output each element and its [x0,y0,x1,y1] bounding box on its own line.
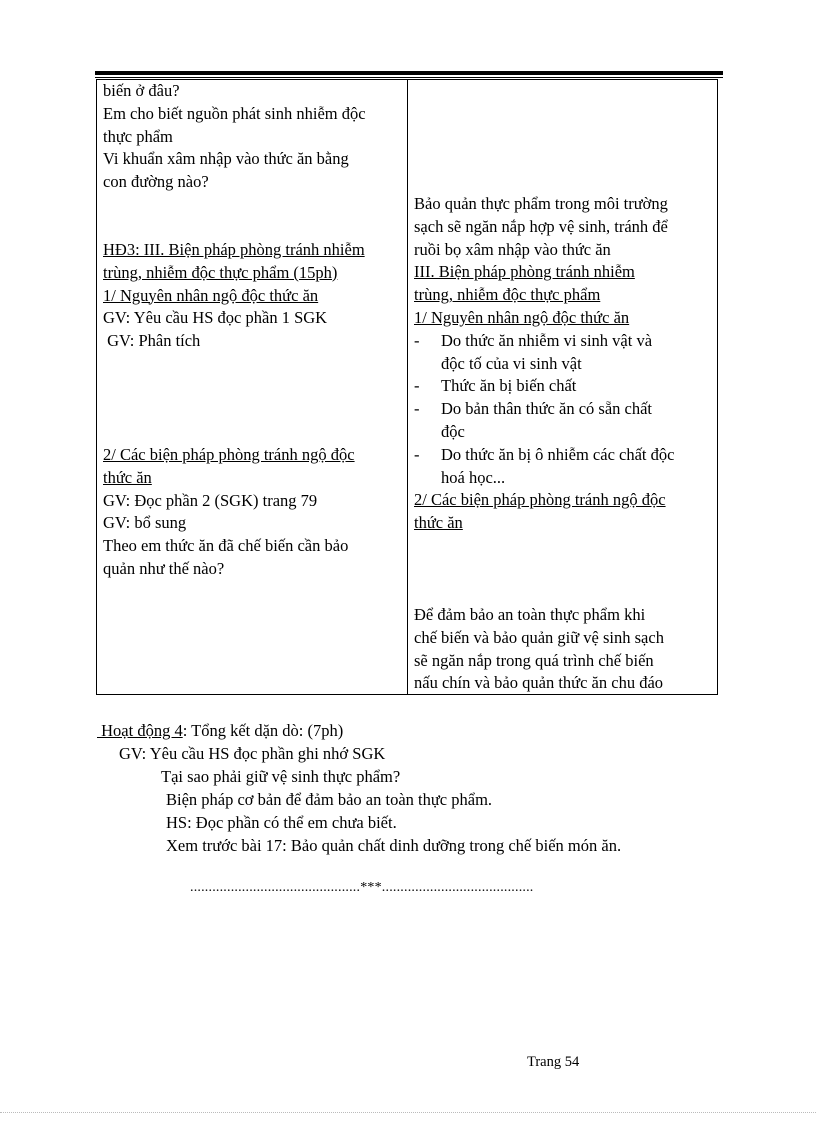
teacher-note: GV: Yêu cầu HS đọc phần 1 SGK [103,308,328,328]
section-title: 1/ Nguyên nhân ngộ độc thức ăn [414,307,630,327]
answer-line: sạch sẽ ngăn nắp hợp vệ sinh, tránh để [414,216,668,236]
activity4-label: Hoạt động 4 [97,721,183,740]
page-number: Trang 54 [527,1054,580,1070]
question-line: Theo em thức ăn đã chế biến cần bảo [103,536,349,556]
answer-line: Bảo quản thực phẩm trong môi trường [414,194,668,213]
bullet-dash: - [414,376,420,396]
section-heading: trùng, nhiễm độc thực phẩm [414,285,601,305]
section-title: 1/ Nguyên nhân ngộ độc thức ăn [103,285,319,305]
question-line: Em cho biết nguồn phát sinh nhiễm độc [103,103,366,123]
activity4-title: : Tổng kết dặn dò: (7ph) [182,721,344,740]
cause-text: Do bản thân thức ăn có sẵn chất [441,399,652,419]
bullet-dash: - [414,330,420,350]
activity4-hs: HS: Đọc phần có thể em chưa biết. [166,813,397,832]
lesson-table [96,79,718,695]
conclusion-line: Để đảm bảo an toàn thực phẩm khi [414,605,646,624]
cause-item [414,444,713,490]
separator: ..............................................***......................................... [190,880,534,895]
section-heading: III. Biện pháp phòng tránh nhiễm [414,262,635,282]
conclusion-line: sẽ ngăn nắp trong quá trình chế biến [414,650,654,670]
section-title: thức ăn [103,467,152,487]
section-title: thức ăn [414,513,463,533]
top-rule-thin [95,77,723,78]
question-line: Vi khuẩn xâm nhập vào thức ăn bằng [103,149,349,169]
activity4-heading [97,719,343,742]
activity-heading: trùng, nhiễm độc thực phẩm (15ph) [103,262,338,282]
conclusion-line: chế biến và bảo quản giữ vệ sinh sạch [414,627,664,647]
question-line: thực phẩm [103,126,173,146]
cause-text: độc [441,421,465,441]
activity4-gv: GV: Yêu cầu HS đọc phần ghi nhớ SGK [119,744,386,763]
top-rule [95,71,723,75]
bullet-dash: - [414,399,420,419]
bullet-dash: - [414,444,420,464]
cause-item [414,330,713,376]
question-line: quản như thế nào? [103,558,225,578]
cause-text: Thức ăn bị biến chất [441,376,577,396]
cause-text: hoá học... [441,467,506,487]
cause-text: Do thức ăn nhiễm vi sinh vật và [441,330,653,350]
activity4-homework: Xem trước bài 17: Bảo quản chất dinh dưỡng trong chế biến món ăn. [166,836,622,855]
cause-item [414,375,713,398]
activity-heading: HĐ3: III. Biện pháp phòng tránh nhiễm [103,240,365,259]
activity4-question: Tại sao phải giữ vệ sinh thực phẩm? [161,767,401,786]
cause-text: độc tố của vi sinh vật [441,353,582,373]
question-line: biến ở đâu? [103,81,180,100]
section-title: 2/ Các biện pháp phòng tránh ngộ độc [414,490,666,510]
answer-line: ruồi bọ xâm nhập vào thức ăn [414,239,611,259]
question-line: con đường nào? [103,172,209,192]
cause-item [414,398,713,444]
page-bottom-border [0,1112,816,1113]
teacher-column [97,80,408,695]
teacher-note: GV: Đọc phần 2 (SGK) trang 79 [103,490,318,510]
section-title: 2/ Các biện pháp phòng tránh ngộ độc [103,445,355,464]
student-column [408,80,718,695]
conclusion-line: nấu chín và bảo quản thức ăn chu đáo [414,673,664,693]
teacher-note: GV: bổ sung [103,513,187,533]
cause-text: Do thức ăn bị ô nhiễm các chất độc [441,444,675,464]
teacher-note: GV: Phân tích [103,331,201,351]
activity4-question: Biện pháp cơ bản để đảm bảo an toàn thực phẩm. [166,790,493,809]
